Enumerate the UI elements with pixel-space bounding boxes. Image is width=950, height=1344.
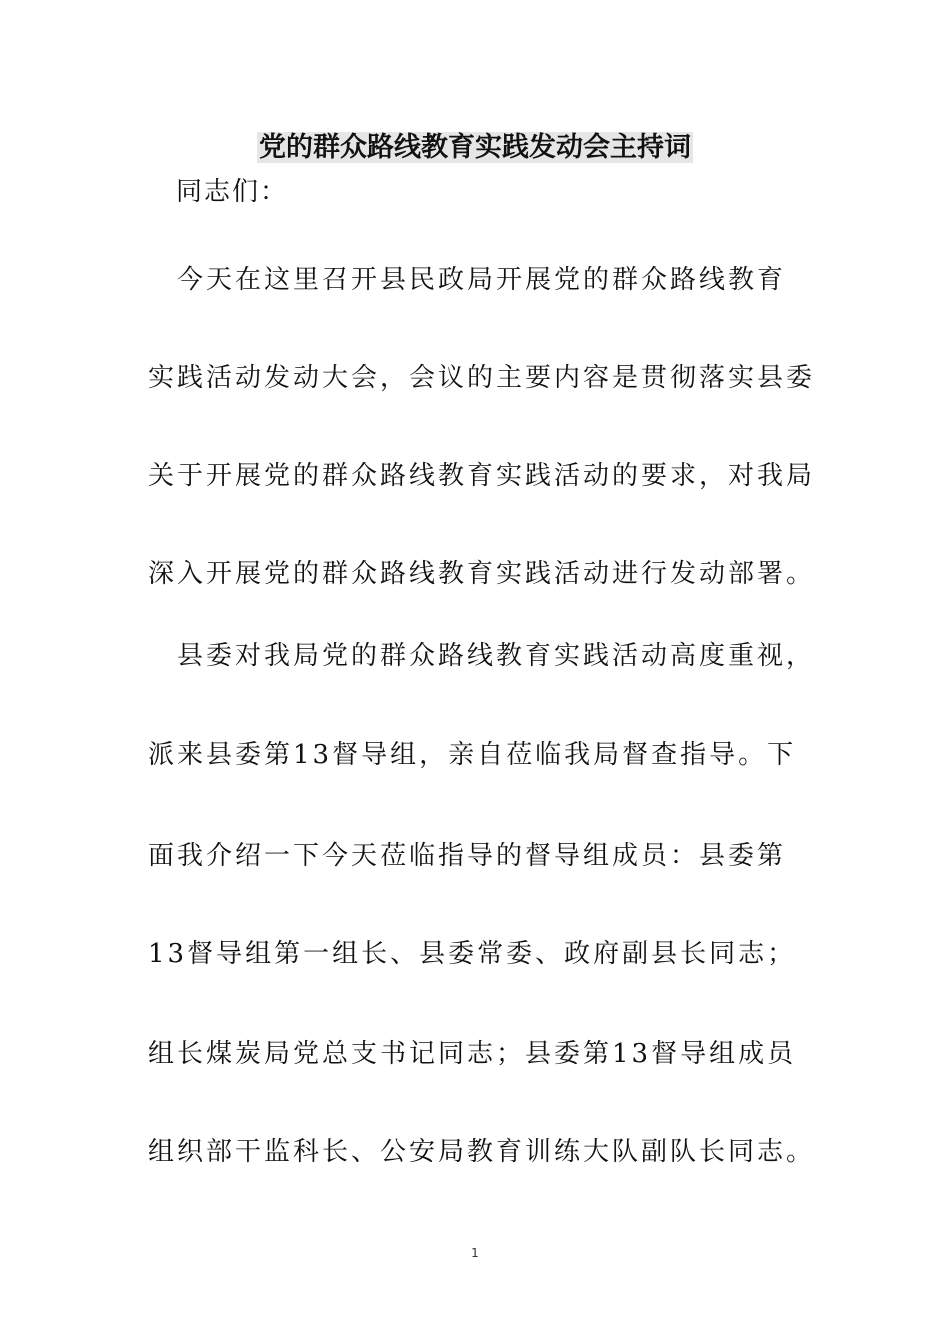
paragraph-line: 组织部干监科长、公安局教育训练大队副队长同志。 bbox=[148, 1137, 816, 1167]
paragraph-line: 今天在这里召开县民政局开展党的群众路线教育 bbox=[148, 265, 787, 295]
paragraph-line: 县委对我局党的群众路线教育实践活动高度重视， bbox=[148, 641, 816, 671]
paragraph-line: 组长煤炭局党总支书记同志；县委第13督导组成员 bbox=[148, 1039, 797, 1069]
page-number: 1 bbox=[471, 1246, 479, 1260]
greeting: 同志们： bbox=[176, 177, 289, 207]
paragraph-line: 深入开展党的群众路线教育实践活动进行发动部署。 bbox=[148, 559, 816, 589]
document-title-text: 党的群众路线教育实践发动会主持词 bbox=[259, 132, 691, 163]
document-title bbox=[0, 128, 950, 168]
paragraph-line: 13督导组第一组长、县委常委、政府副县长同志； bbox=[148, 939, 797, 969]
paragraph-line: 实践活动发动大会，会议的主要内容是贯彻落实县委 bbox=[148, 363, 816, 393]
paragraph-line: 面我介绍一下今天莅临指导的督导组成员：县委第 bbox=[148, 841, 787, 871]
paragraph-line: 派来县委第13督导组，亲自莅临我局督查指导。下 bbox=[148, 740, 797, 770]
paragraph-line: 关于开展党的群众路线教育实践活动的要求，对我局 bbox=[148, 461, 816, 491]
